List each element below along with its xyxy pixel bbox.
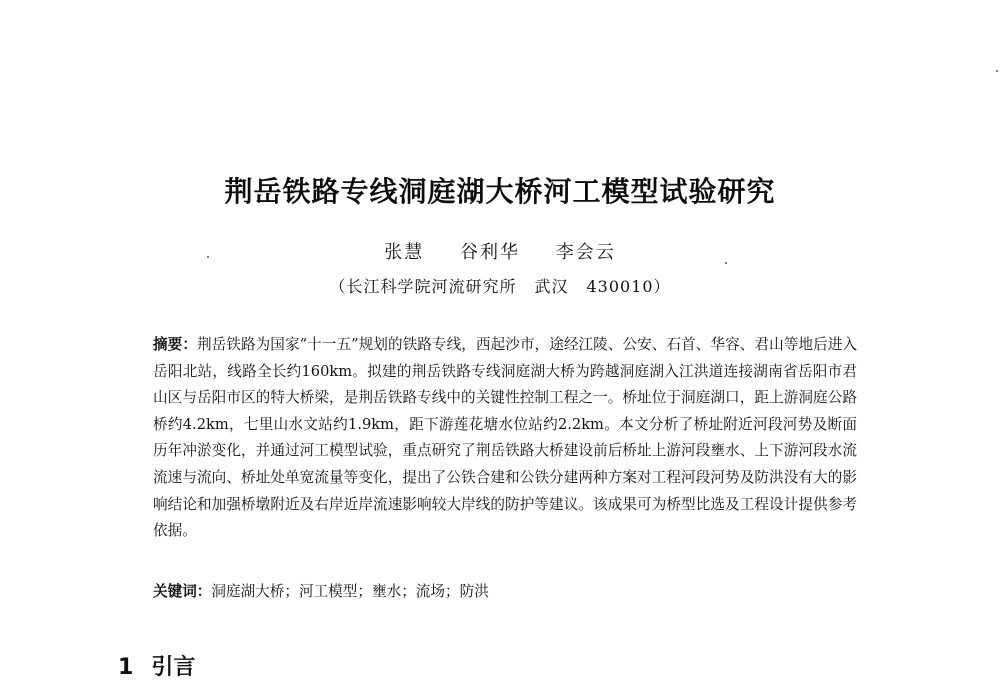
affiliation-open-paren: （ (329, 277, 347, 296)
affiliation (0, 274, 1000, 297)
affiliation-postcode: 430010 (586, 277, 654, 296)
affiliation-city: 武汉 (534, 277, 569, 296)
keyword-separator: ； (445, 583, 460, 600)
abstract (153, 332, 857, 545)
keyword-item: 壅水 (371, 583, 402, 600)
keyword-item: 洞庭湖大桥 (211, 583, 285, 600)
keyword-separator: ； (284, 583, 299, 600)
section-number: 1 (118, 655, 134, 680)
affiliation-institute: 长江科学院河流研究所 (346, 277, 517, 296)
author-name: 谷利华 (460, 242, 520, 263)
scan-speck (207, 256, 209, 258)
keywords-label: 关键词： (153, 583, 212, 600)
abstract-label: 摘要： (153, 336, 197, 353)
keyword-item: 流场 (415, 583, 445, 600)
section-heading (118, 650, 195, 681)
author-name: 李会云 (555, 242, 616, 263)
abstract-text: 荆岳铁路为国家“十一五”规划的铁路专线，西起沙市，途经江陵、公安、石首、华容、君山等地后进入岳阳北站，线路全长约160km。拟建的荆岳铁路专线洞庭湖大桥为跨越洞庭湖入江洪道连接湖南省岳阳市君山区与岳阳市区的特大桥梁，是荆岳铁路专线中的关键性控制工程之一。桥址位于洞庭湖口，距上游洞庭公路桥约4.2km，七里山水文站约1.9km，距下游莲花塘水位站约2.2km。本文分析了桥址附近河段河势及断面历年冲淤变化，并通过河工模型试验，重点研究了荆岳铁路大桥建设前后桥址上游河段壅水、上下游河段水流流速与流向、桥址处单宽流量等变化，提出了公铁合建和公铁分建两种方案对工程河段河势及防洪没有大的影响结论和加强桥墩附近及右岸近岸流速影响较大岸线的防护等建议。该成果可为桥型比选及工程设计提供参考依据。 (153, 336, 857, 540)
keyword-item: 防洪 (459, 583, 489, 600)
affiliation-close-paren: ） (653, 277, 671, 296)
keyword-separator: ； (357, 583, 372, 600)
author-list (0, 238, 1000, 264)
scan-speck (996, 70, 998, 72)
keywords (153, 579, 857, 605)
section-title: 引言 (151, 655, 196, 680)
keyword-item: 河工模型 (298, 583, 358, 600)
paper-title: 荆岳铁路专线洞庭湖大桥河工模型试验研究 (224, 175, 776, 208)
keyword-separator: ； (401, 583, 416, 600)
scan-speck (725, 262, 727, 264)
author-name: 张慧 (384, 242, 425, 263)
